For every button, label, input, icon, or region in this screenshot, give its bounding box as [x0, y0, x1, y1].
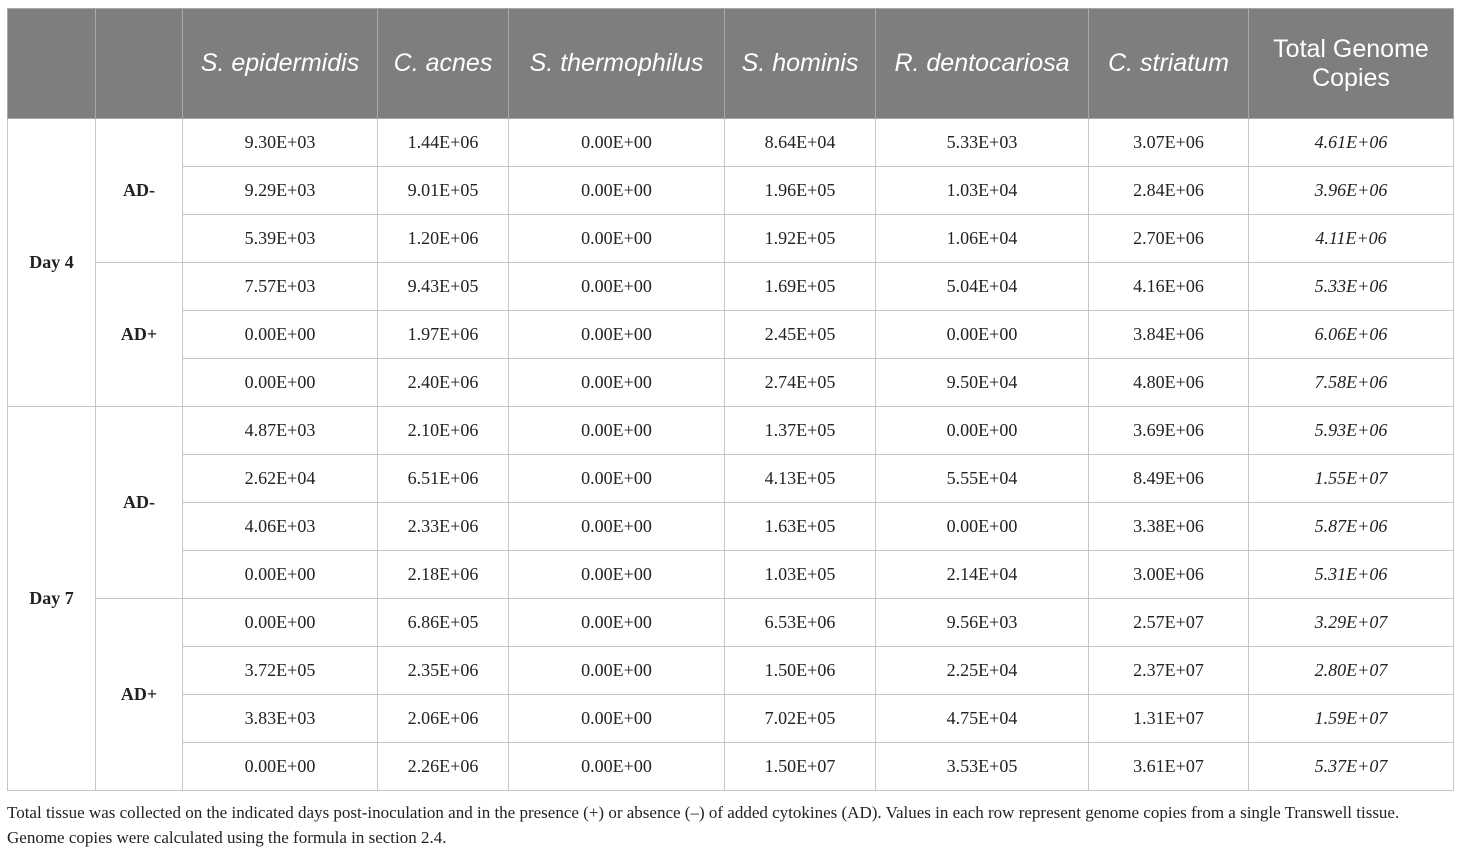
header-row: [8, 9, 1454, 119]
value-cell: 0.00E+00: [876, 503, 1089, 551]
table-row: [8, 695, 1454, 743]
value-cell: 1.50E+07: [725, 743, 876, 791]
total-cell: 4.11E+06: [1249, 215, 1454, 263]
value-cell: 0.00E+00: [183, 551, 378, 599]
value-cell: 3.53E+05: [876, 743, 1089, 791]
total-cell: 3.29E+07: [1249, 599, 1454, 647]
value-cell: 1.44E+06: [378, 119, 509, 167]
table-row: [8, 119, 1454, 167]
value-cell: 0.00E+00: [509, 599, 725, 647]
value-cell: 2.25E+04: [876, 647, 1089, 695]
value-cell: 9.56E+03: [876, 599, 1089, 647]
value-cell: 0.00E+00: [509, 311, 725, 359]
table-row: [8, 647, 1454, 695]
table-row: [8, 311, 1454, 359]
total-cell: 4.61E+06: [1249, 119, 1454, 167]
value-cell: 3.07E+06: [1089, 119, 1249, 167]
value-cell: 1.63E+05: [725, 503, 876, 551]
value-cell: 2.37E+07: [1089, 647, 1249, 695]
value-cell: 1.06E+04: [876, 215, 1089, 263]
value-cell: 0.00E+00: [509, 215, 725, 263]
value-cell: 9.50E+04: [876, 359, 1089, 407]
value-cell: 3.69E+06: [1089, 407, 1249, 455]
total-cell: 5.93E+06: [1249, 407, 1454, 455]
total-cell: 5.31E+06: [1249, 551, 1454, 599]
value-cell: 3.61E+07: [1089, 743, 1249, 791]
total-cell: 5.87E+06: [1249, 503, 1454, 551]
value-cell: 7.57E+03: [183, 263, 378, 311]
value-cell: 0.00E+00: [509, 119, 725, 167]
day-label: Day 7: [8, 407, 96, 791]
header-cell: R. dentocariosa: [876, 9, 1089, 119]
value-cell: 2.33E+06: [378, 503, 509, 551]
value-cell: 2.14E+04: [876, 551, 1089, 599]
value-cell: 0.00E+00: [509, 359, 725, 407]
value-cell: 9.29E+03: [183, 167, 378, 215]
value-cell: 2.45E+05: [725, 311, 876, 359]
value-cell: 2.35E+06: [378, 647, 509, 695]
header-cell: C. acnes: [378, 9, 509, 119]
total-cell: 5.33E+06: [1249, 263, 1454, 311]
value-cell: 3.84E+06: [1089, 311, 1249, 359]
table-row: [8, 503, 1454, 551]
value-cell: 8.64E+04: [725, 119, 876, 167]
group-label: AD+: [96, 599, 183, 791]
table-row: [8, 455, 1454, 503]
value-cell: 3.72E+05: [183, 647, 378, 695]
table-caption: Total tissue was collected on the indicated days post-inoculation and in the presence (+) or absence (–) of added cytokines (AD). Values in each row represent genome copies from a single Transwell tissue. Genome copies were calculated using the formula in section 2.4.: [7, 803, 1400, 847]
header-cell: [8, 9, 96, 119]
total-cell: 1.59E+07: [1249, 695, 1454, 743]
value-cell: 1.69E+05: [725, 263, 876, 311]
value-cell: 4.75E+04: [876, 695, 1089, 743]
value-cell: 0.00E+00: [509, 503, 725, 551]
header-cell: C. striatum: [1089, 9, 1249, 119]
value-cell: 2.26E+06: [378, 743, 509, 791]
value-cell: 0.00E+00: [509, 743, 725, 791]
header-cell: S. thermophilus: [509, 9, 725, 119]
value-cell: 9.43E+05: [378, 263, 509, 311]
value-cell: 6.53E+06: [725, 599, 876, 647]
total-cell: 7.58E+06: [1249, 359, 1454, 407]
header-cell: Total Genome Copies: [1249, 9, 1454, 119]
value-cell: 2.74E+05: [725, 359, 876, 407]
value-cell: 0.00E+00: [183, 599, 378, 647]
value-cell: 4.13E+05: [725, 455, 876, 503]
value-cell: 0.00E+00: [509, 647, 725, 695]
value-cell: 0.00E+00: [509, 263, 725, 311]
value-cell: 9.30E+03: [183, 119, 378, 167]
value-cell: 1.20E+06: [378, 215, 509, 263]
value-cell: 0.00E+00: [509, 407, 725, 455]
value-cell: 2.10E+06: [378, 407, 509, 455]
total-cell: 6.06E+06: [1249, 311, 1454, 359]
value-cell: 5.39E+03: [183, 215, 378, 263]
value-cell: 4.06E+03: [183, 503, 378, 551]
value-cell: 0.00E+00: [509, 551, 725, 599]
value-cell: 1.31E+07: [1089, 695, 1249, 743]
value-cell: 6.86E+05: [378, 599, 509, 647]
value-cell: 1.03E+05: [725, 551, 876, 599]
total-cell: 5.37E+07: [1249, 743, 1454, 791]
value-cell: 0.00E+00: [876, 311, 1089, 359]
total-cell: 3.96E+06: [1249, 167, 1454, 215]
value-cell: 3.38E+06: [1089, 503, 1249, 551]
value-cell: 7.02E+05: [725, 695, 876, 743]
table-row: [8, 263, 1454, 311]
genome-copies-table: [7, 8, 1454, 791]
table-row: [8, 167, 1454, 215]
value-cell: 5.55E+04: [876, 455, 1089, 503]
value-cell: 9.01E+05: [378, 167, 509, 215]
value-cell: 1.92E+05: [725, 215, 876, 263]
day-label: Day 4: [8, 119, 96, 407]
group-label: AD-: [96, 407, 183, 599]
value-cell: 0.00E+00: [183, 743, 378, 791]
group-label: AD+: [96, 263, 183, 407]
value-cell: 4.16E+06: [1089, 263, 1249, 311]
group-label: AD-: [96, 119, 183, 263]
value-cell: 2.18E+06: [378, 551, 509, 599]
table-body: [8, 119, 1454, 791]
value-cell: 0.00E+00: [509, 167, 725, 215]
value-cell: 2.40E+06: [378, 359, 509, 407]
value-cell: 6.51E+06: [378, 455, 509, 503]
total-cell: 1.55E+07: [1249, 455, 1454, 503]
table-row: [8, 407, 1454, 455]
table-row: [8, 599, 1454, 647]
value-cell: 2.70E+06: [1089, 215, 1249, 263]
value-cell: 4.87E+03: [183, 407, 378, 455]
value-cell: 5.33E+03: [876, 119, 1089, 167]
value-cell: 2.57E+07: [1089, 599, 1249, 647]
table-row: [8, 359, 1454, 407]
value-cell: 0.00E+00: [183, 359, 378, 407]
value-cell: 1.50E+06: [725, 647, 876, 695]
data-table-container: [7, 8, 1453, 791]
total-cell: 2.80E+07: [1249, 647, 1454, 695]
value-cell: 0.00E+00: [509, 455, 725, 503]
value-cell: 1.97E+06: [378, 311, 509, 359]
value-cell: 3.00E+06: [1089, 551, 1249, 599]
value-cell: 2.62E+04: [183, 455, 378, 503]
value-cell: 3.83E+03: [183, 695, 378, 743]
header-cell: [96, 9, 183, 119]
header-cell: S. hominis: [725, 9, 876, 119]
value-cell: 5.04E+04: [876, 263, 1089, 311]
header-cell: S. epidermidis: [183, 9, 378, 119]
value-cell: 4.80E+06: [1089, 359, 1249, 407]
value-cell: 2.06E+06: [378, 695, 509, 743]
table-row: [8, 743, 1454, 791]
value-cell: 1.03E+04: [876, 167, 1089, 215]
table-row: [8, 215, 1454, 263]
value-cell: 0.00E+00: [876, 407, 1089, 455]
value-cell: 8.49E+06: [1089, 455, 1249, 503]
value-cell: 2.84E+06: [1089, 167, 1249, 215]
value-cell: 1.37E+05: [725, 407, 876, 455]
value-cell: 1.96E+05: [725, 167, 876, 215]
table-row: [8, 551, 1454, 599]
value-cell: 0.00E+00: [183, 311, 378, 359]
value-cell: 0.00E+00: [509, 695, 725, 743]
